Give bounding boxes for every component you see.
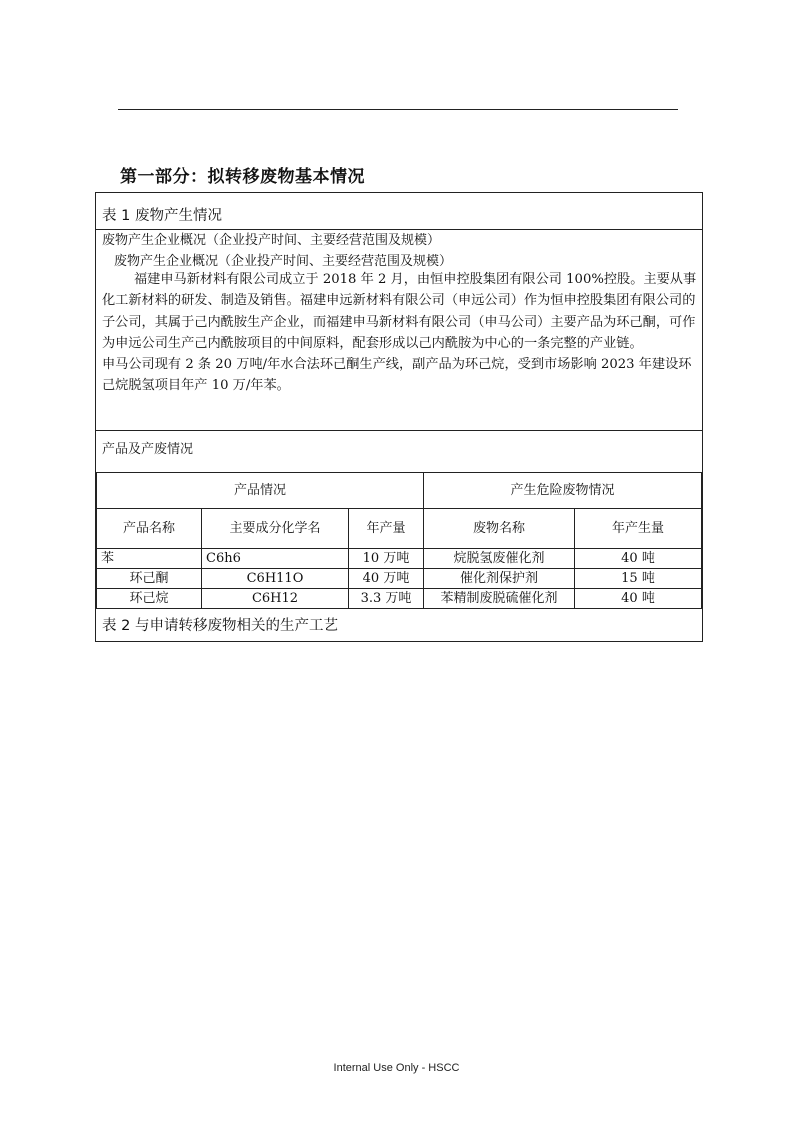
cell-waste-name: 苯精制废脱硫催化剂 — [424, 589, 575, 609]
products-waste-table — [96, 472, 702, 609]
cell-annual-waste: 40 吨 — [575, 589, 702, 609]
waste-form-frame — [95, 192, 703, 642]
table-row — [97, 589, 702, 609]
overview-label: 废物产生企业概况（企业投产时间、主要经营范围及规模） — [102, 233, 441, 248]
col-waste-name: 废物名称 — [424, 509, 575, 549]
header-rule — [118, 109, 678, 110]
cell-main-component: C6h6 — [202, 549, 349, 569]
cell-main-component: C6H11O — [202, 569, 349, 589]
group-header-row — [97, 473, 702, 509]
column-header-row — [97, 509, 702, 549]
divider — [96, 430, 702, 431]
overview-paragraph-1: 福建申马新材料有限公司成立于 2018 年 2 月，由恒申控股集团有限公司 100%控股。主要从事化工新材料的研发、制造及销售。福建申远新材料有限公司（申远公司）作为恒申控股集团有限公司的子公司，其属于己内酰胺生产企业，而福建申马新材料有限公司（申马公司）主要产品为环己酮，可作为申远公司生产己内酰胺项目的中间原料，配套形成以己内酰胺为中心的一条完整的产业链。 — [102, 272, 697, 351]
col-main-component: 主要成分化学名 — [202, 509, 349, 549]
cell-waste-name: 烷脱氢废催化剂 — [424, 549, 575, 569]
cell-annual-waste: 40 吨 — [575, 549, 702, 569]
section-title: 第一部分：拟转移废物基本情况 — [120, 167, 365, 187]
col-product-name: 产品名称 — [97, 509, 202, 549]
table2-caption: 表 2 与申请转移废物相关的生产工艺 — [102, 618, 338, 634]
cell-annual-output: 3.3 万吨 — [349, 589, 424, 609]
cell-waste-name: 催化剂保护剂 — [424, 569, 575, 589]
overview-sublabel: 废物产生企业概况（企业投产时间、主要经营范围及规模） — [114, 254, 453, 269]
col-annual-waste: 年产生量 — [575, 509, 702, 549]
table-row — [97, 549, 702, 569]
footer-label: Internal Use Only - HSCC — [333, 1062, 460, 1074]
cell-main-component: C6H12 — [202, 589, 349, 609]
cell-annual-output: 10 万吨 — [349, 549, 424, 569]
overview-paragraph-2: 申马公司现有 2 条 20 万吨/年水合法环己酮生产线，副产品为环己烷，受到市场影响 2023 年建设环己烷脱氢项目年产 10 万/年苯。 — [102, 357, 692, 394]
table-row — [97, 569, 702, 589]
cell-product-name: 苯 — [97, 549, 202, 569]
products-label: 产品及产废情况 — [102, 442, 194, 457]
table1-caption: 表 1 废物产生情况 — [102, 208, 222, 224]
cell-product-name: 环己酮 — [97, 569, 202, 589]
waste-group-header: 产生危险废物情况 — [424, 473, 702, 509]
company-overview — [102, 269, 698, 397]
cell-annual-output: 40 万吨 — [349, 569, 424, 589]
cell-annual-waste: 15 吨 — [575, 569, 702, 589]
col-annual-output: 年产量 — [349, 509, 424, 549]
products-group-header: 产品情况 — [97, 473, 424, 509]
cell-product-name: 环己烷 — [97, 589, 202, 609]
